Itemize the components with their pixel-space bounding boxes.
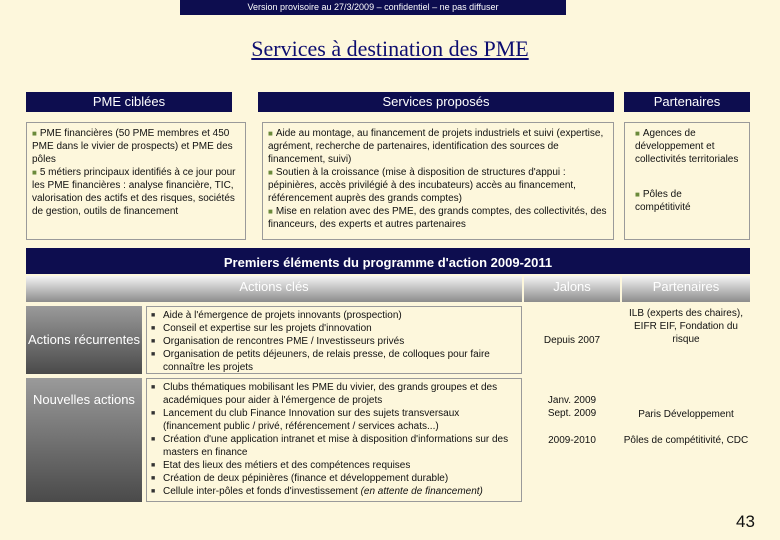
bullet-icon: ■ — [268, 129, 273, 138]
header-pme-ciblees: PME ciblées — [26, 92, 232, 112]
list-item — [151, 322, 517, 335]
list-item — [151, 381, 517, 407]
bullet-icon: ■ — [32, 168, 37, 177]
service-item: Mise en relation avec des PME, des grands comptes, des collectivités, des financeurs, des experts et autres partenaires — [268, 206, 607, 230]
list-item — [151, 472, 517, 485]
service-item: Soutien à la croissance (mise à disposition de structures d'appui : pépinières, accès privilégié à des incubateurs) accès au financement, référencement auprès des grands comptes) — [268, 167, 576, 204]
list-item-text: Organisation de rencontres PME / Investisseurs privés — [163, 336, 405, 347]
list-item-text: Cellule inter-pôles et fonds d'investissement — [163, 486, 358, 497]
bullet-icon: ■ — [268, 207, 273, 216]
list-item-text: Conseil et expertise sur les projets d'innovation — [163, 323, 372, 334]
list-item-text: Organisation de petits déjeuners, de relais presse, de colloques pour faire connaître les projets — [163, 349, 490, 373]
bullet-icon: ■ — [151, 410, 156, 417]
partner-poles-cdc: Pôles de compétitivité, CDC — [623, 435, 749, 446]
list-item-text: Clubs thématiques mobilisant les PME du vivier, des grands groupes et des académiques pour aider à l'émergence de projets — [163, 382, 498, 406]
bullet-icon: ■ — [635, 190, 640, 199]
header-actions-cles: Actions clés — [26, 276, 522, 302]
list-item-text: Création de deux pépinières (finance et développement durable) — [163, 473, 449, 484]
bullet-icon: ■ — [151, 384, 156, 391]
bullet-icon: ■ — [151, 436, 156, 443]
new-actions-list — [146, 378, 522, 502]
partner-paris-developpement: Paris Développement — [638, 409, 734, 420]
bullet-icon: ■ — [151, 312, 156, 319]
bullet-icon: ■ — [151, 351, 156, 358]
header-partenaires-bottom: Partenaires — [622, 276, 750, 302]
label-actions-recurrentes: Actions récurrentes — [26, 306, 142, 374]
partners-recurrent: ILB (experts des chaires), EIFR EIF, Fondation du risque — [629, 308, 743, 345]
list-item — [151, 433, 517, 459]
funding-note: (en attente de financement) — [360, 486, 483, 497]
partner-item: Agences de développement et collectivités territoriales — [635, 128, 739, 165]
header-services-proposes: Services proposés — [258, 92, 614, 112]
pme-item: 5 métiers principaux identifiés à ce jour pour les PME financières : analyse financière, TIC, valorisation des actifs et des risques, sociétés de gestion, outils de financement — [32, 167, 236, 217]
partners-box — [624, 122, 750, 240]
page-number: 43 — [736, 512, 755, 531]
bullet-icon: ■ — [151, 338, 156, 345]
bullet-icon: ■ — [151, 462, 156, 469]
confidential-banner: Version provisoire au 27/3/2009 – confidentiel – ne pas diffuser — [180, 0, 566, 15]
service-item: Aide au montage, au financement de projets industriels et suivi (expertise, agrément, recherche de partenaires, identification des sources de financement, suivi) — [268, 128, 604, 165]
bullet-icon: ■ — [268, 168, 273, 177]
partner-item: Pôles de compétitivité — [635, 189, 691, 213]
section-title: Premiers éléments du programme d'action 2009-2011 — [26, 248, 750, 274]
pme-item: PME financières (50 PME membres et 450 PME dans le vivier de prospects) et PME des pôles — [32, 128, 233, 165]
list-item — [151, 407, 517, 433]
list-item-text: Etat des lieux des métiers et des compétences requises — [163, 460, 411, 471]
jalon-depuis-2007: Depuis 2007 — [543, 335, 601, 346]
label-nouvelles-actions: Nouvelles actions — [26, 378, 142, 502]
list-item-text: Création d'une application intranet et mise à disposition d'informations sur des masters en finance — [163, 434, 509, 458]
bullet-icon: ■ — [151, 488, 156, 495]
jalon-janv-2009: Janv. 2009 — [547, 395, 597, 406]
bullet-icon: ■ — [151, 475, 156, 482]
list-item — [151, 485, 517, 498]
header-partenaires-top: Partenaires — [624, 92, 750, 112]
jalon-sept-2009: Sept. 2009 — [547, 408, 597, 419]
jalon-2009-2010: 2009-2010 — [548, 435, 596, 446]
page-title: Services à destination des PME — [251, 36, 529, 61]
list-item — [151, 335, 517, 348]
list-item — [151, 459, 517, 472]
bullet-icon: ■ — [635, 129, 640, 138]
bullet-icon: ■ — [151, 325, 156, 332]
list-item-text: Aide à l'émergence de projets innovants (prospection) — [163, 310, 402, 321]
bullet-icon: ■ — [32, 129, 37, 138]
services-box — [262, 122, 614, 240]
recurrent-actions-list — [146, 306, 522, 374]
list-item-text: Lancement du club Finance Innovation sur des sujets transversaux (financement public / privé, référencement / services achats...) — [163, 408, 460, 432]
pme-box — [26, 122, 246, 240]
header-jalons: Jalons — [524, 276, 620, 302]
list-item — [151, 348, 517, 374]
list-item — [151, 309, 517, 322]
